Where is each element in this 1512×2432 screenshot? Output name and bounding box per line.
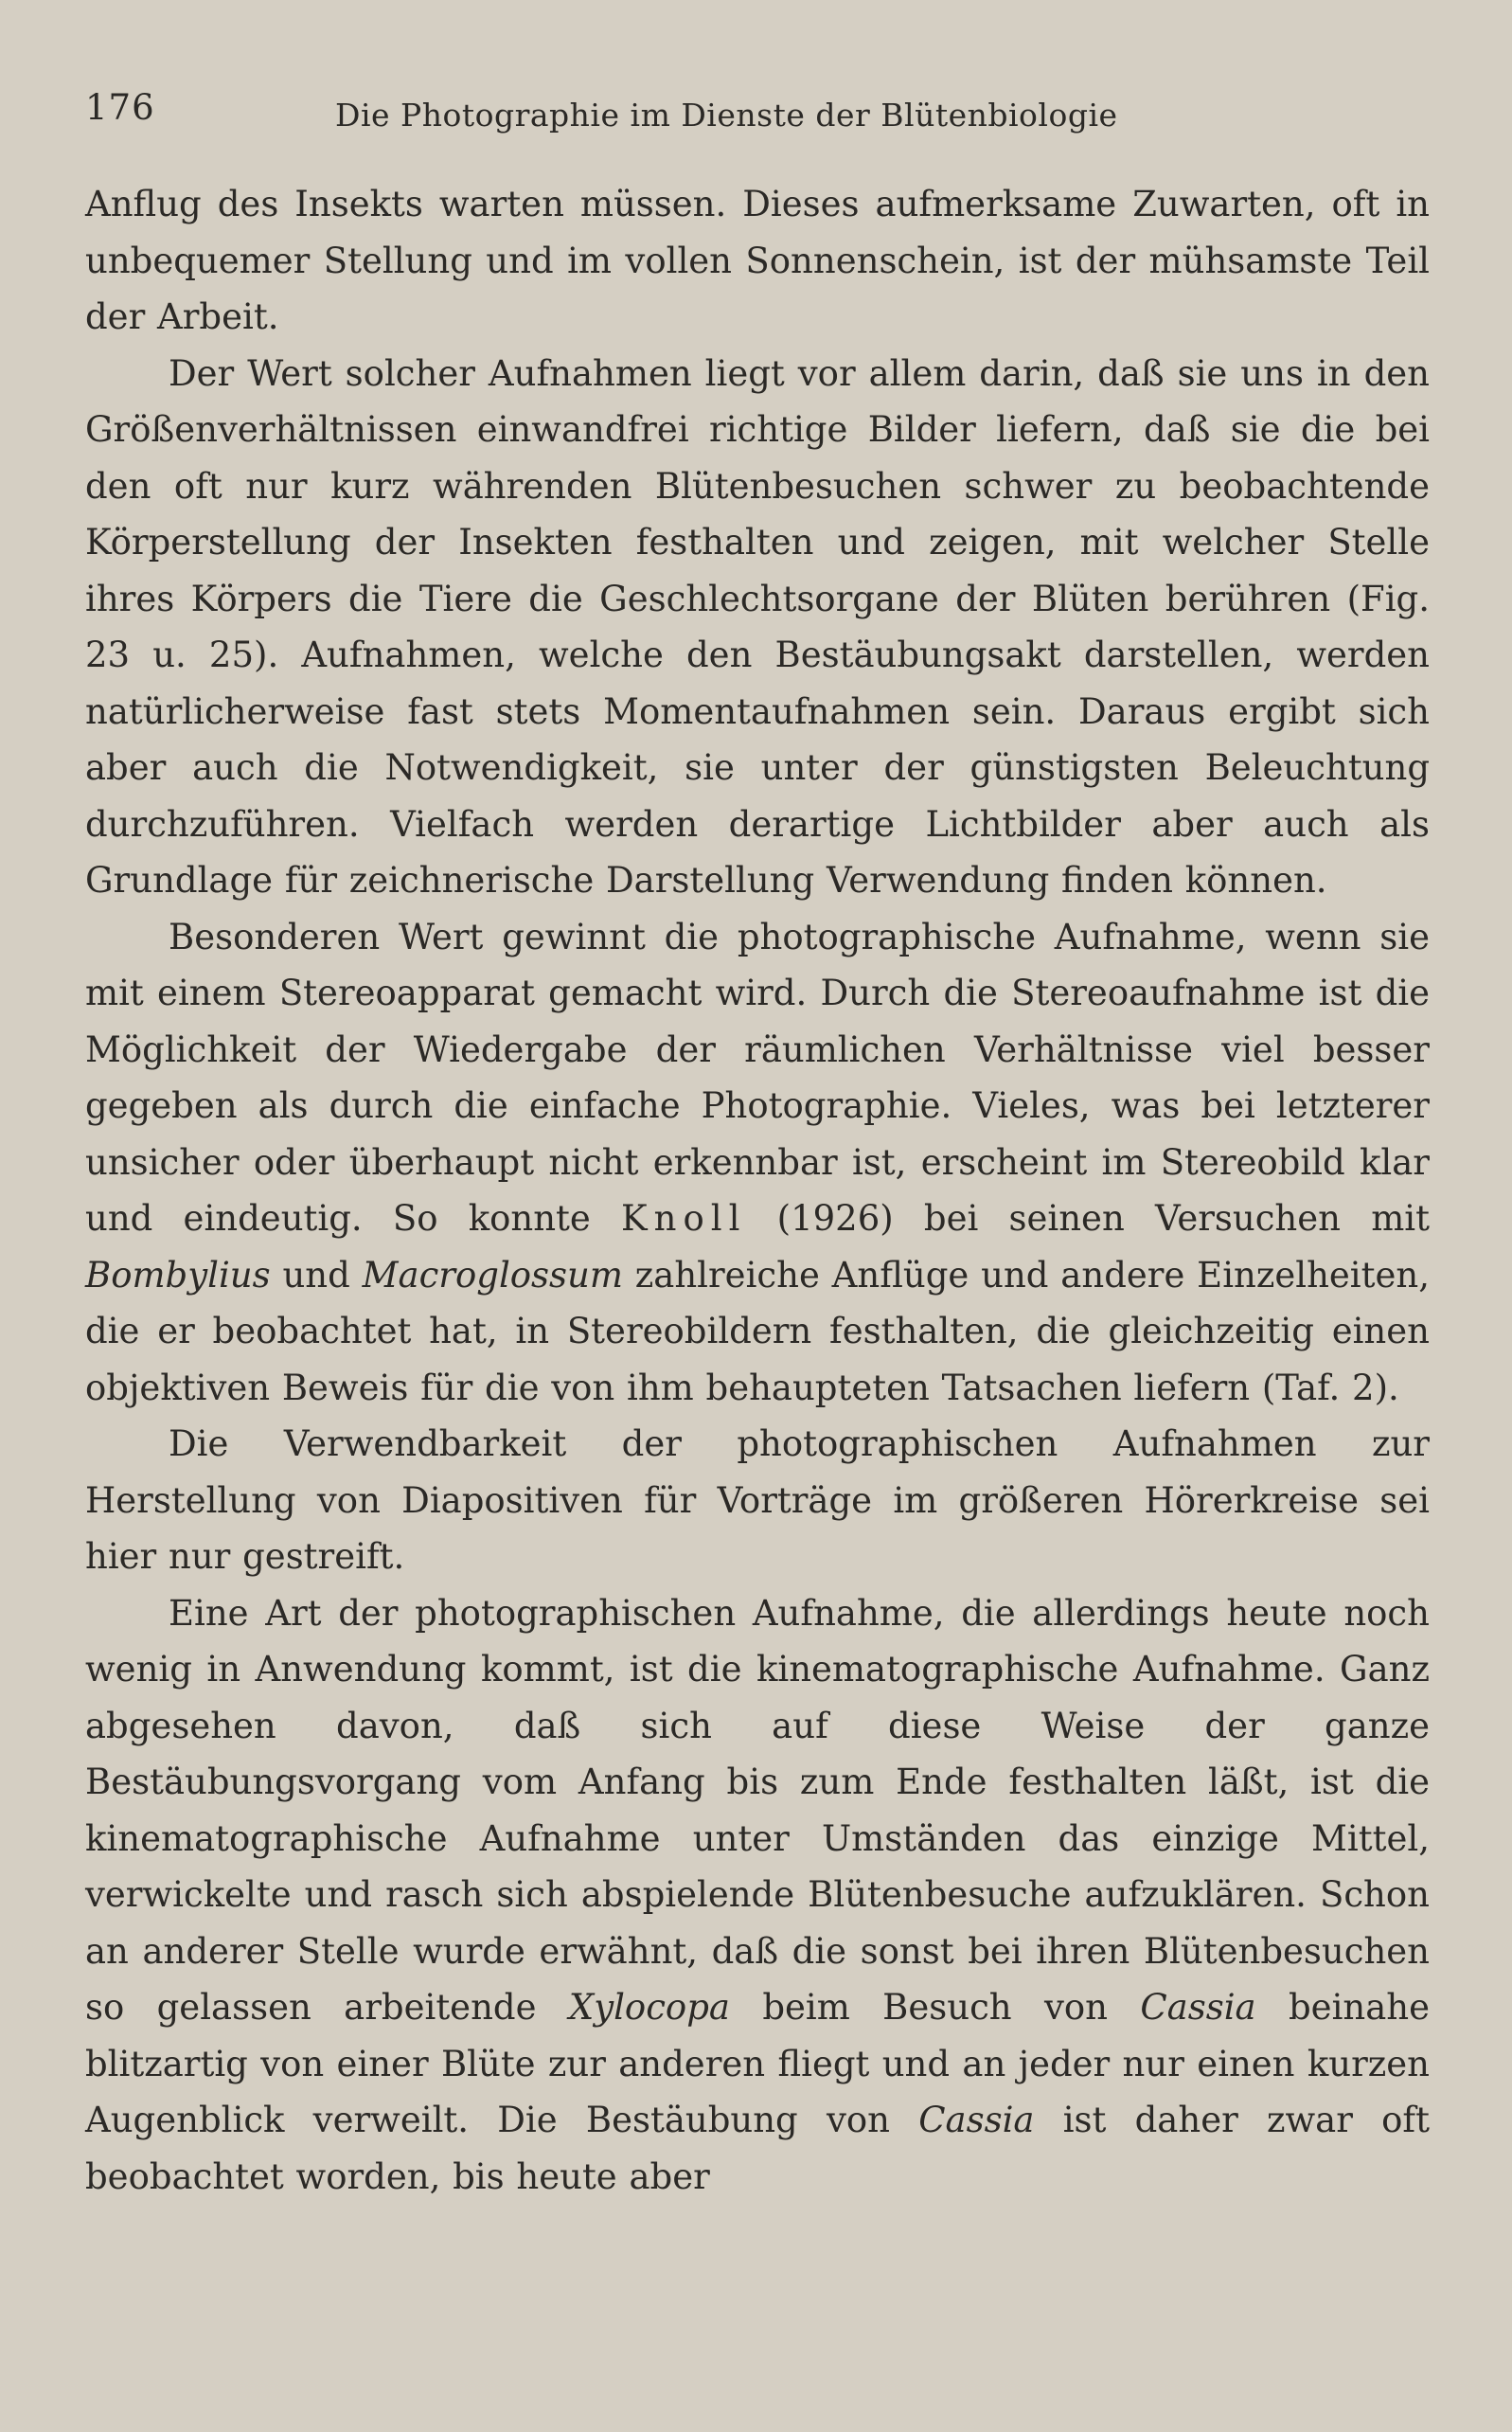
taxon-name: Cassia bbox=[1140, 1987, 1256, 2028]
paragraph-3-text: (1926) bei seinen Versuchen mit bbox=[746, 1198, 1430, 1239]
page-number: 176 bbox=[85, 87, 155, 128]
body-text bbox=[85, 176, 1430, 2205]
paragraph-5-text: ist daher zwar oft beobachtet worden, bis heute aber bbox=[85, 2100, 1430, 2197]
running-title: Die Photographie im Dienste der Blütenbiologie bbox=[335, 97, 1118, 134]
paragraph-1: Anflug des Insekts warten müssen. Dieses aufmerksame Zuwarten, oft in unbequemer Stellung und im vollen Sonnenschein, ist der mühsamste Teil der Arbeit. bbox=[85, 184, 1430, 337]
taxon-name: Cassia bbox=[918, 2100, 1035, 2140]
paragraph-3 bbox=[85, 909, 1430, 1417]
paragraph-2: Der Wert solcher Aufnahmen liegt vor allem darin, daß sie uns in den Größenverhältnissen einwandfrei richtige Bilder liefern, daß sie die bei den oft nur kurz währenden Blütenbesuchen schwer zu beobachtende Körperstellung der Insekten festhalten und zeigen, mit welcher Stelle ihres Körpers die Tiere die Geschlechtsorgane der Blüten berühren (Fig. 23 u. 25). Aufnahmen, welche den Bestäubungsakt darstellen, werden natürlicherweise fast stets Momentaufnahmen sein. Daraus ergibt sich aber auch die Notwendigkeit, sie unter der günstigsten Beleuchtung durchzuführen. Vielfach werden derartige Lichtbilder aber auch als Grundlage für zeichnerische Darstellung Verwendung finden können. bbox=[85, 352, 1430, 901]
taxon-name: Xylocopa bbox=[568, 1987, 730, 2028]
paragraph-5-text: beim Besuch von bbox=[729, 1987, 1141, 2028]
author-name: Knoll bbox=[621, 1198, 747, 1239]
running-head bbox=[85, 87, 1430, 134]
taxon-name: Macroglossum bbox=[362, 1254, 623, 1296]
paragraph-3-text: zahlreiche Anflüge und andere Einzelheiten, die er beobachtet hat, in Stereobildern festhalten, die gleichzeitig einen objektiven Beweis für die von ihm behaupteten Tatsachen liefern (Taf. 2). bbox=[85, 1254, 1430, 1408]
paragraph-5-text: Eine Art der photographischen Aufnahme, die allerdings heute noch wenig in Anwendung kommt, ist die kinematographische Aufnahme. Ganz abgesehen davon, daß sich auf diese Weise der ganze Bestäubungsvorgang vom Anfang bis zum Ende festhalten läßt, ist die kinematographische Aufnahme unter Umständen das einzige Mittel, verwickelte und rasch sich abspielende Blütenbesuche aufzuklären. Schon an anderer Stelle wurde erwähnt, daß die sonst bei ihren Blütenbesuchen so gelassen arbeitende bbox=[85, 1592, 1430, 2028]
taxon-name: Bombylius bbox=[85, 1254, 271, 1296]
paragraph-3-text: Besonderen Wert gewinnt die photographische Aufnahme, wenn sie mit einem Stereoapparat gemacht wird. Durch die Stereoaufnahme ist die Möglichkeit der Wiedergabe der räumlichen Verhältnisse viel besser gegeben als durch die einfache Photographie. Vieles, was bei letzterer unsicher oder überhaupt nicht erkennbar ist, erscheint im Stereobild klar und eindeutig. So konnte bbox=[85, 916, 1430, 1239]
paragraph-5-text: beinahe blitzartig von einer Blüte zur anderen fliegt und an jeder nur einen kurzen Augenblick verweilt. Die Bestäubung von bbox=[85, 1987, 1431, 2140]
paragraph-4: Die Verwendbarkeit der photographischen Aufnahmen zur Herstellung von Diapositiven für Vorträge im größeren Hörerkreise sei hier nur gestreift. bbox=[85, 1423, 1430, 1577]
paragraph-3-text: und bbox=[270, 1254, 363, 1296]
paragraph-5 bbox=[85, 1585, 1430, 2206]
